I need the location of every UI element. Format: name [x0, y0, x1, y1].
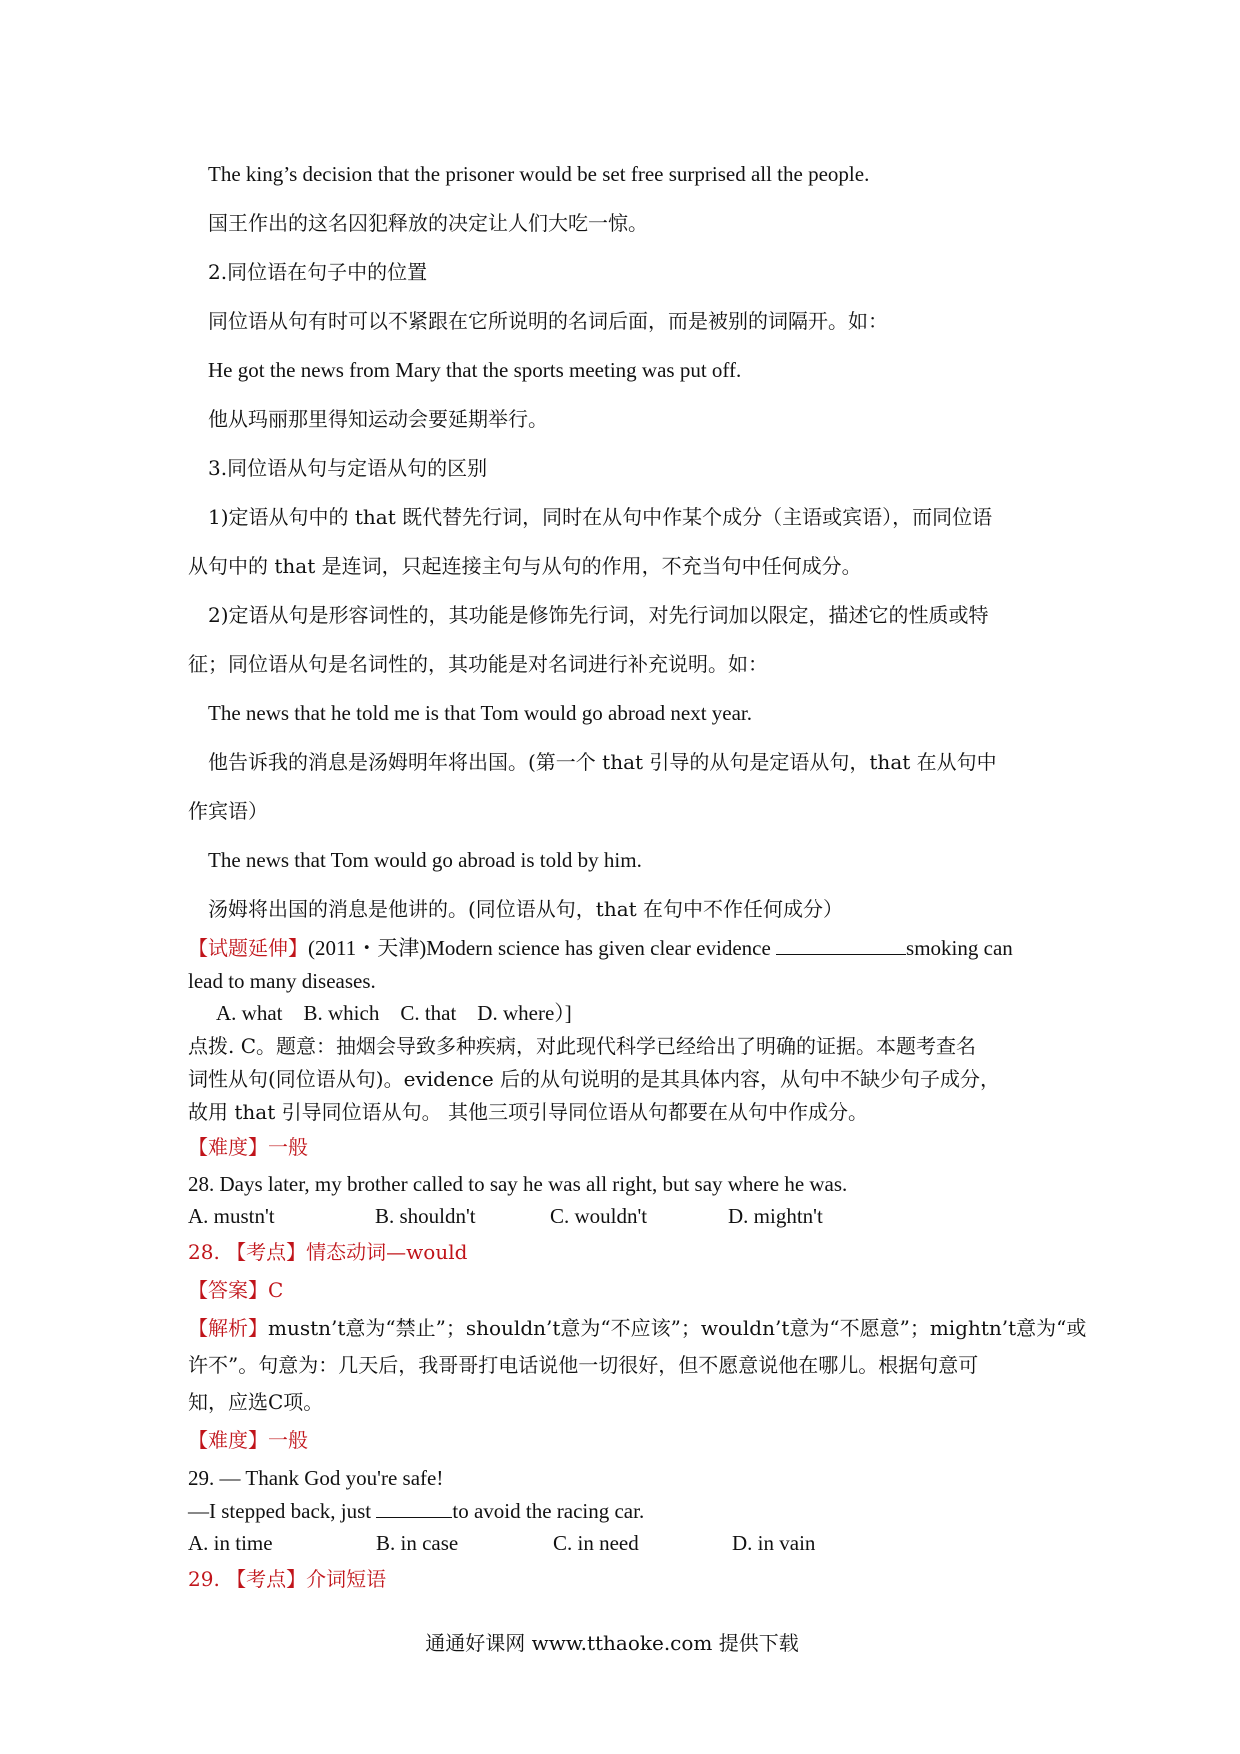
- example-sentence-en: The news that he told me is that Tom would go abroad next year.: [208, 701, 753, 725]
- question-28-stem: 28. Days later, my brother called to say he was all right, but say where he was.: [188, 1172, 848, 1196]
- example-translation-zh: 作宾语）: [188, 799, 268, 823]
- example-translation-zh: 国王作出的这名囚犯释放的决定让人们大吃一惊。: [208, 211, 648, 235]
- question-29-stem: —I stepped back, just to avoid the racing car.: [188, 1499, 645, 1523]
- answer-blank: [376, 1499, 452, 1518]
- extension-analysis: 故用 that 引导同位语从句。 其他三项引导同位语从句都要在从句中作成分。: [188, 1100, 868, 1124]
- question-28-option-d: D. mightn't: [728, 1204, 823, 1228]
- difficulty-label: 【难度】一般: [188, 1428, 308, 1452]
- question-28-explanation: 许不”。句意为：几天后，我哥哥打电话说他一切很好，但不愿意说他在哪儿。根据句意可: [188, 1353, 979, 1377]
- question-28-option-c: C. wouldn't: [550, 1204, 648, 1228]
- difficulty-label: 【难度】一般: [188, 1135, 308, 1159]
- question-29-option-d: D. in vain: [732, 1531, 816, 1555]
- section-heading: 3.同位语从句与定语从句的区别: [208, 456, 488, 480]
- paragraph: 征；同位语从句是名词性的，其功能是对名词进行补充说明。如：: [188, 652, 768, 676]
- page-footer: 通通好课网 www.tthaoke.com 提供下载: [425, 1631, 799, 1655]
- paragraph: 从句中的 that 是连词，只起连接主句与从句的作用，不充当句中任何成分。: [188, 554, 862, 578]
- question-28-answer: 【答案】C: [188, 1278, 284, 1302]
- question-28-option-a: A. mustn't: [188, 1204, 275, 1228]
- extension-question: 【试题延伸】(2011・天津)Modern science has given clear evidence smoking can: [188, 936, 1013, 960]
- section-heading: 2.同位语在句子中的位置: [208, 260, 428, 284]
- paragraph: 同位语从句有时可以不紧跟在它所说明的名词后面，而是被别的词隔开。如：: [208, 309, 888, 333]
- question-28-explanation: 知，应选C项。: [188, 1390, 324, 1414]
- example-sentence-en: He got the news from Mary that the sports meeting was put off.: [208, 358, 742, 382]
- question-29-option-c: C. in need: [553, 1531, 639, 1555]
- paragraph: 2)定语从句是形容词性的，其功能是修饰先行词，对先行词加以限定，描述它的性质或特: [208, 603, 989, 627]
- extension-options: A. what B. which C. that D. where）]: [216, 1001, 572, 1025]
- question-28-explanation: 【解析】mustn’t意为“禁止”；shouldn’t意为“不应该”；wouldn’t意为“不愿意”；mightn’t意为“或: [188, 1316, 1087, 1340]
- example-translation-zh: 汤姆将出国的消息是他讲的。(同位语从句，that 在句中不作任何成分）: [208, 897, 844, 921]
- example-sentence-en: The news that Tom would go abroad is told by him.: [208, 848, 642, 872]
- question-29-point: 29. 【考点】介词短语: [188, 1567, 387, 1591]
- example-translation-zh: 他告诉我的消息是汤姆明年将出国。(第一个 that 引导的从句是定语从句，that 在从句中: [208, 750, 997, 774]
- example-translation-zh: 他从玛丽那里得知运动会要延期举行。: [208, 407, 548, 431]
- explanation-tag: 【解析】: [188, 1316, 268, 1340]
- question-29-stem: 29. — Thank God you're safe!: [188, 1466, 444, 1490]
- question-29-option-a: A. in time: [188, 1531, 273, 1555]
- question-28-point: 28. 【考点】情态动词—would: [188, 1240, 468, 1264]
- question-28-option-b: B. shouldn't: [375, 1204, 476, 1228]
- example-sentence-en: The king’s decision that the prisoner would be set free surprised all the people.: [208, 162, 870, 186]
- paragraph: 1)定语从句中的 that 既代替先行词，同时在从句中作某个成分（主语或宾语），而同位语: [208, 505, 993, 529]
- answer-blank: [776, 936, 906, 955]
- extension-tag: 【试题延伸】: [188, 936, 308, 960]
- extension-analysis: 点拨. C。题意：抽烟会导致多种疾病，对此现代科学已经给出了明确的证据。本题考查名: [188, 1034, 977, 1058]
- extension-analysis: 词性从句(同位语从句)。evidence 后的从句说明的是其具体内容，从句中不缺少句子成分，: [188, 1067, 1001, 1091]
- extension-question-cont: lead to many diseases.: [188, 969, 376, 993]
- question-29-option-b: B. in case: [376, 1531, 459, 1555]
